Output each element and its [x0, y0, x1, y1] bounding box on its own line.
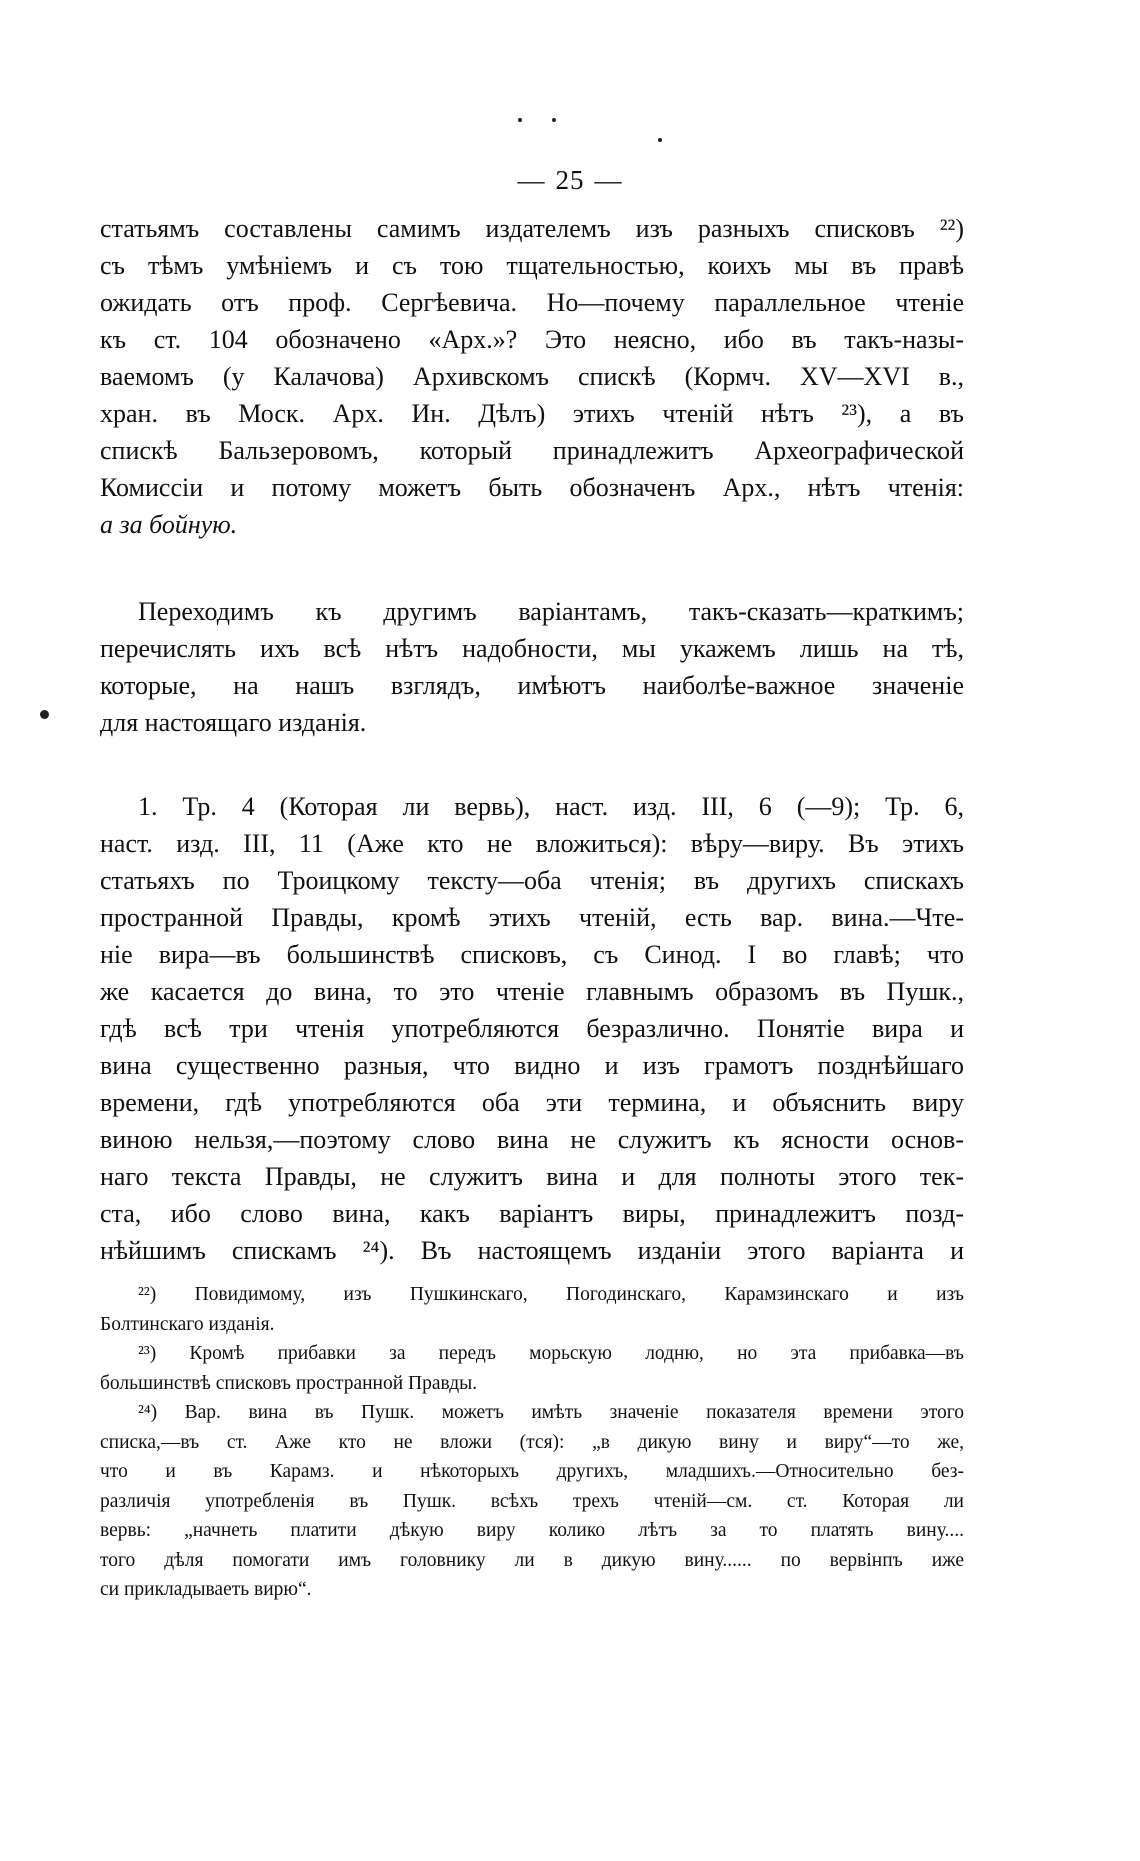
text-line: ожидать отъ проф. Сергѣевича. Но—почему параллельное чтеніе	[100, 288, 964, 317]
text-line: гдѣ всѣ три чтенія употребляются безразлично. Понятіе вира и	[100, 1014, 964, 1043]
text-line: Переходимъ къ другимъ варіантамъ, такъ-сказать—краткимъ;	[138, 597, 964, 626]
text-line: а за бойную.	[100, 510, 238, 539]
text-line: ваемомъ (у Калачова) Архивскомъ спискѣ (Кормч. XV—XVI в.,	[100, 362, 964, 391]
footnote-line: большинствѣ списковъ пространной Правды.	[100, 1372, 478, 1394]
text-line: 1. Тр. 4 (Которая ли вервь), наст. изд. III, 6 (—9); Тр. 6,	[138, 792, 964, 821]
text-line: статьяхъ по Троицкому тексту—оба чтенія; въ другихъ спискахъ	[100, 866, 964, 895]
text-line: времени, гдѣ употребляются оба эти термина, и объяснить виру	[100, 1088, 964, 1117]
text-line: перечислять ихъ всѣ нѣтъ надобности, мы укажемъ лишь на тѣ,	[100, 634, 964, 663]
paragraph-1	[100, 210, 964, 543]
text-line: къ ст. 104 обозначено «Арх.»? Это неясно, ибо въ такъ-назы-	[100, 325, 964, 354]
text-line: статьямъ составлены самимъ издателемъ изъ разныхъ списковъ ²²)	[100, 214, 964, 243]
print-speck	[658, 138, 662, 142]
footnote-line: Болтинскаго изданія.	[100, 1313, 275, 1335]
print-speck	[518, 118, 522, 122]
text-line: хран. въ Моск. Арх. Ин. Дѣлъ) этихъ чтеній нѣтъ ²³), а въ	[100, 399, 964, 428]
text-line: же касается до вина, то это чтеніе главнымъ образомъ въ Пушк.,	[100, 977, 964, 1006]
footnote-line: ²²) Повидимому, изъ Пушкинскаго, Погодинскаго, Карамзинскаго и изъ	[138, 1284, 964, 1305]
text-line: которые, на нашъ взглядъ, имѣютъ наиболѣе-важное значеніе	[100, 671, 964, 700]
text-line: пространной Правды, кромѣ этихъ чтеній, есть вар. вина.—Чте-	[100, 903, 964, 932]
footnote-line: различія употребленія въ Пушк. всѣхъ трехъ чтеній—см. ст. Которая ли	[100, 1490, 964, 1512]
text-line: нѣйшимъ спискамъ ²⁴). Въ настоящемъ изданіи этого варіанта и	[100, 1236, 964, 1265]
print-speck	[552, 118, 556, 122]
page-number-dash-left: —	[517, 165, 546, 195]
main-text	[100, 210, 964, 1269]
page-number-value: 25	[555, 165, 585, 195]
footnote-24	[100, 1398, 964, 1605]
text-line: вина существенно разныя, что видно и изъ грамотъ позднѣйшаго	[100, 1051, 964, 1080]
text-line: ста, ибо слово вина, какъ варіантъ виры, принадлежитъ позд-	[100, 1199, 964, 1228]
footnote-line: ²³) Кромѣ прибавки за передъ морьскую лодню, но эта прибавка—въ	[138, 1343, 964, 1364]
text-line: спискѣ Бальзеровомъ, который принадлежитъ Археографической	[100, 436, 964, 465]
footnote-line: списка,—въ ст. Аже кто не вложи (тся): „в дикую вину и виру“—то же,	[100, 1431, 964, 1453]
footnote-line: того дѣля помогати имъ головнику ли в дикую вину...... по вервінпъ иже	[100, 1549, 964, 1571]
text-line: Комиссіи и потому можетъ быть обозначенъ Арх., нѣтъ чтенія:	[100, 473, 964, 502]
paragraph-3	[100, 788, 964, 1269]
footnote-line: ²⁴) Вар. вина въ Пушк. можетъ имѣть значеніе показателя времени этого	[138, 1402, 964, 1423]
print-speck	[40, 710, 49, 719]
text-line: виною нельзя,—поэтому слово вина не служитъ къ ясности основ-	[100, 1125, 964, 1154]
text-line: наст. изд. III, 11 (Аже кто не вложиться): вѣру—виру. Въ этихъ	[100, 829, 964, 858]
paragraph-2	[100, 593, 964, 741]
footnote-line: что и въ Карамз. и нѣкоторыхъ другихъ, младшихъ.—Относительно без-	[100, 1461, 964, 1482]
text-line: съ тѣмъ умѣніемъ и съ тою тщательностью, коихъ мы въ правѣ	[100, 251, 964, 280]
footnote-23	[100, 1339, 964, 1398]
footnote-line: вервь: „начнеть платити дѣкую виру колико лѣтъ за то платять вину....	[100, 1520, 964, 1541]
text-line: наго текста Правды, не служитъ вина и для полноты этого тек-	[100, 1162, 964, 1191]
footnote-22	[100, 1280, 964, 1339]
footnotes	[100, 1280, 964, 1605]
page-number-dash-right: —	[594, 165, 623, 195]
text-line: ніе вира—въ большинствѣ списковъ, съ Синод. I во главѣ; что	[100, 940, 964, 969]
footnote-line: си прикладываеть вирю“.	[100, 1579, 312, 1600]
page-number	[0, 165, 1140, 196]
text-line: для настоящаго изданія.	[100, 708, 367, 737]
